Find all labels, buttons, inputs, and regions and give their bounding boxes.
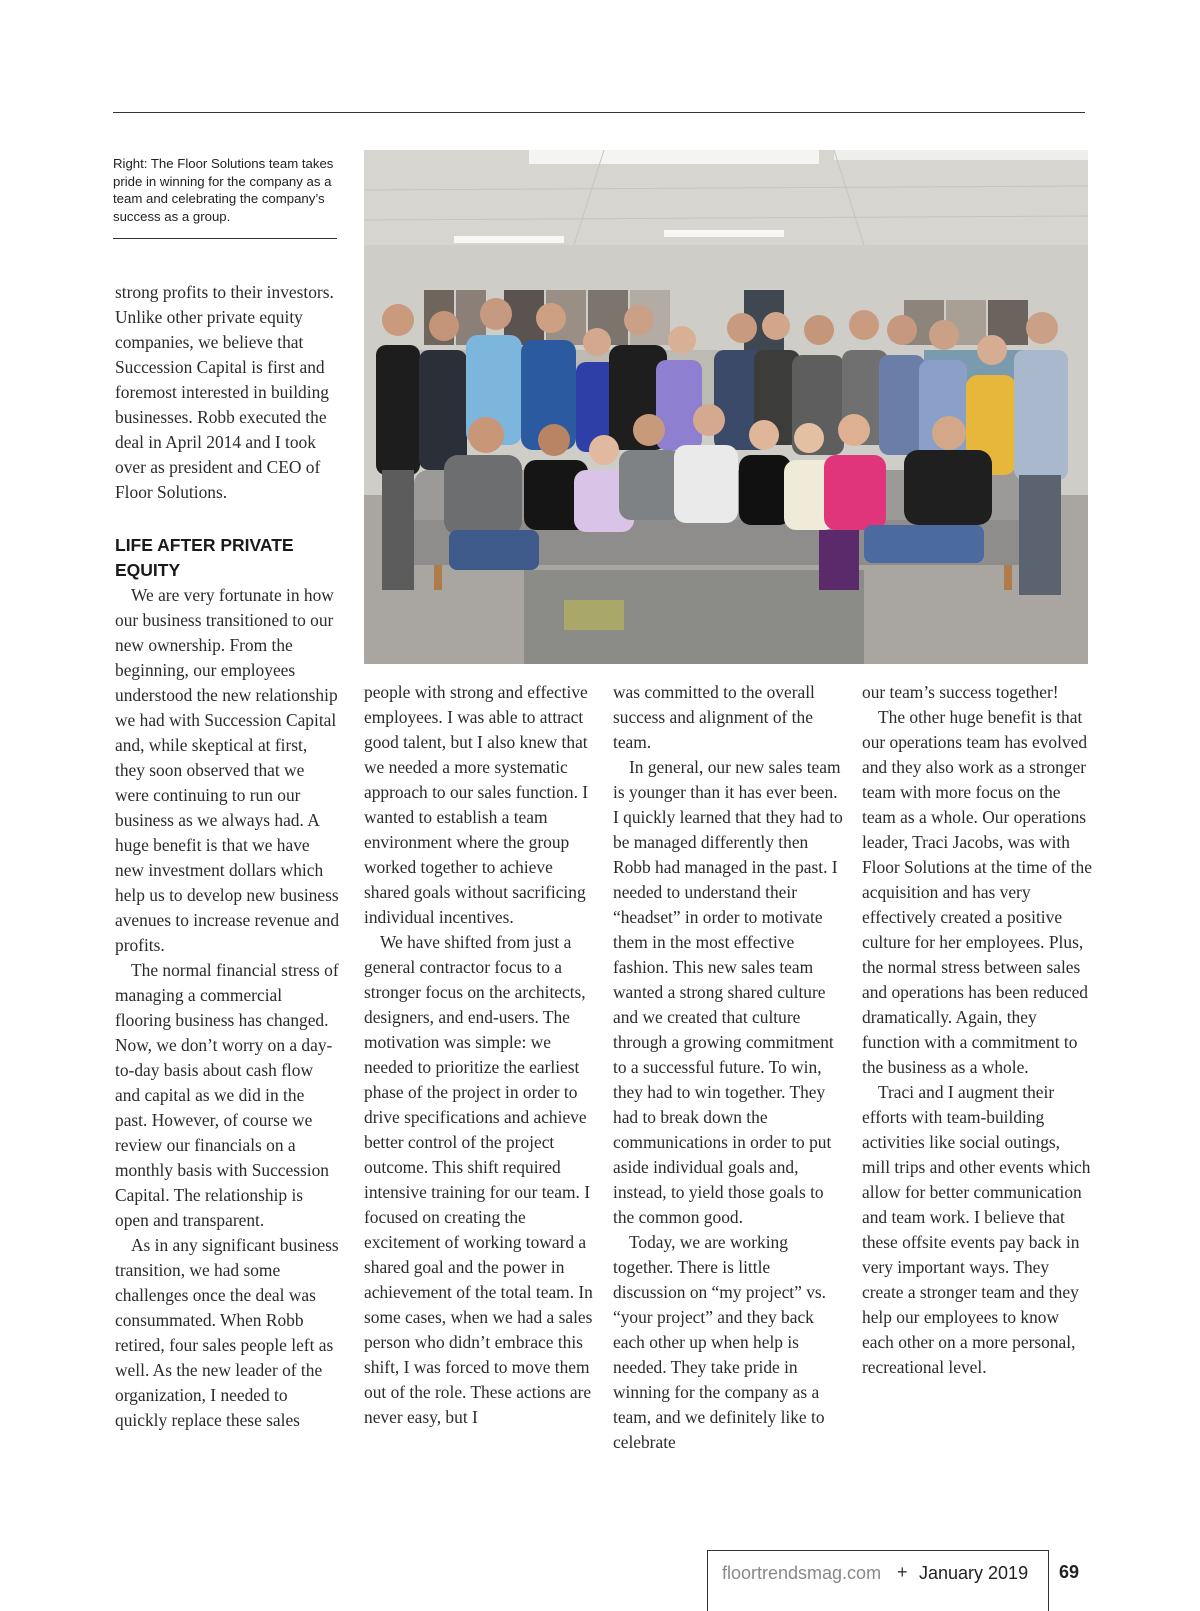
caption-rule (113, 238, 337, 239)
column-2 (364, 680, 594, 1430)
team-photo (364, 150, 1088, 664)
col4-paragraph-3: Traci and I augment their efforts with team-building activities like social outings, mill trips and other events which allow for better communication and team work. I believe that these offsite events pay back in very important ways. They create a stronger team and they help our employees to know each other on a more personal, recreational level. (862, 1082, 1091, 1377)
footer-separator: + (897, 1562, 908, 1582)
col3-paragraph-3: Today, we are working together. There is little discussion on “my project” vs. “your project” and they back each other up when help is needed. They take pride in winning for the company as a team, and we definitely like to celebrate (613, 1232, 827, 1452)
col3-paragraph-1: was committed to the overall success and alignment of the team. (613, 682, 815, 752)
col1-paragraph-2: We are very fortunate in how our business transitioned to our new ownership. From the beginning, our employees understood the new relationship we had with Succession Capital and, while skeptical at first, they soon observed that we were continuing to run our business as we always had. A huge benefit is that we have new investment dollars which help us to develop new business avenues to increase revenue and profits. (115, 585, 340, 955)
footer-date: January 2019 (919, 1563, 1029, 1583)
column-4 (862, 680, 1092, 1380)
team-photo-illustration (364, 150, 1088, 664)
col2-paragraph-2: We have shifted from just a general contractor focus to a stronger focus on the architects, designers, and end-users. The motivation was simple: we needed to prioritize the earliest phase of the project in order to drive specifications and achieve better control of the project outcome. This shift required intensive training for our team. I focused on creating the excitement of working toward a shared goal and the power in achievement of the total team. In some cases, when we had a sales person who didn’t embrace this shift, I was forced to move them out of the role. These actions are never easy, but I (364, 932, 593, 1427)
top-rule (113, 112, 1085, 113)
photo-caption: Right: The Floor Solutions team takes pride in winning for the company as a team and celebrating the company’s success as a group. (113, 156, 334, 224)
page-number: 69 (1059, 1562, 1080, 1582)
section-heading: LIFE AFTER PRIVATE EQUITY (115, 535, 294, 580)
page-footer (707, 1550, 1147, 1610)
col4-paragraph-2: The other huge benefit is that our operations team has evolved and they also work as a stronger team with more focus on the team as a whole. Our operations leader, Traci Jacobs, was with Floor Solutions at the time of the acquisition and has very effectively created a positive culture for her employees. Plus, the normal stress between sales and operations has been reduced dramatically. Again, they function with a commitment to the business as a whole. (862, 707, 1092, 1077)
footer-site-link[interactable]: floortrendsmag.com (722, 1563, 882, 1583)
column-1 (115, 280, 340, 1433)
col3-paragraph-2: In general, our new sales team is younger than it has ever been. I quickly learned that they had to be managed differently then Robb had managed in the past. I needed to understand their “headset” in order to motivate them in the most effective fashion. This new sales team wanted a strong shared culture and we created that culture through a growing commitment to a successful future. To win, they had to win together. They had to break down the communications in order to put aside individual goals and, instead, to yield those goals to the common good. (613, 757, 843, 1227)
col1-paragraph-1: strong profits to their investors. Unlike other private equity companies, we believe that Succession Capital is first and foremost interested in building businesses. Robb executed the deal in April 2014 and I took over as president and CEO of Floor Solutions. (115, 282, 334, 502)
col1-paragraph-3: The normal financial stress of managing a commercial flooring business has changed. Now, we don’t worry on a day-to-day basis about cash flow and capital as we did in the past. However, of course we review our financials on a monthly basis with Succession Capital. The relationship is open and transparent. (115, 960, 339, 1230)
col4-paragraph-1: our team’s success together! (862, 682, 1059, 702)
column-3 (613, 680, 843, 1455)
col2-paragraph-1: people with strong and effective employees. I was able to attract good talent, but I also knew that we needed a more systematic approach to our sales function. I wanted to establish a team environment where the group worked together to achieve shared goals without sacrificing individual incentives. (364, 682, 589, 927)
col1-paragraph-4: As in any significant business transition, we had some challenges once the deal was consummated. When Robb retired, four sales people left as well. As the new leader of the organization, I needed to quickly replace these sales (115, 1235, 339, 1430)
